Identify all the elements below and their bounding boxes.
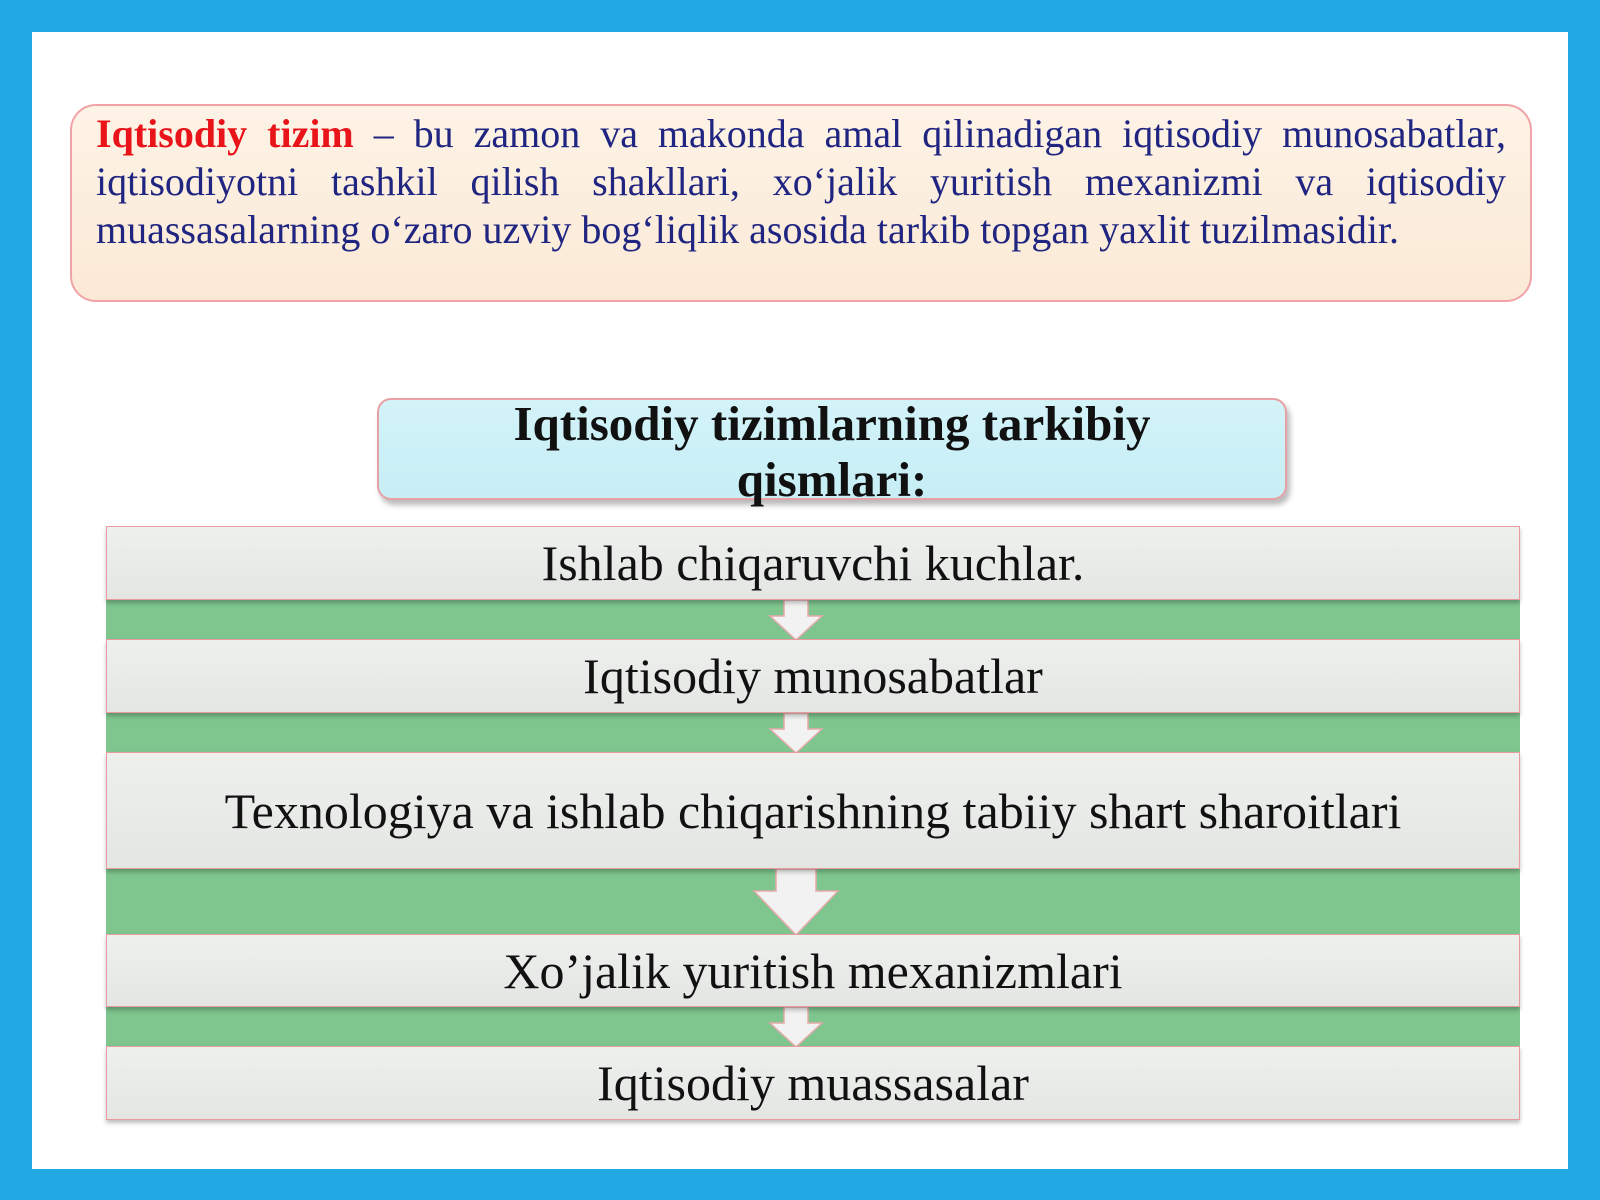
slide [32,32,1568,1169]
component-box-4 [106,934,1520,1007]
component-label: Iqtisodiy munosabatlar [583,648,1043,704]
component-box-1 [106,526,1520,600]
component-label: Iqtisodiy muassasalar [597,1055,1029,1111]
down-arrow-icon [767,600,825,642]
diagram-heading-line-1: Iqtisodiy tizimlarning tarkibiy [513,396,1151,451]
down-arrow-icon [750,869,842,937]
component-box-3 [106,752,1520,869]
component-label: Xo’jalik yuritish mexanizmlari [503,942,1123,999]
component-box-2 [106,639,1520,713]
definition-term: Iqtisodiy tizim [96,111,354,156]
diagram-heading-line-2: qismlari: [736,452,928,507]
component-flow [32,32,1568,1169]
component-label: Texnologiya va ishlab chiqarishning tabiiy shart sharoitlari [224,782,1402,839]
down-arrow-icon [767,1007,825,1049]
component-box-5 [106,1046,1520,1120]
definition-body: – bu zamon va makonda amal qilinadigan iqtisodiy munosabatlar, iqtisodiyotni tashkil qilish shakllari, xo‘jalik yuritish mexanizmi va iqtisodiy muassasalarning o‘zaro uzviy bog‘liqlik asosida tarkib topgan yaxlit tuzilmasidir. [96,111,1506,252]
component-label: Ishlab chiqaruvchi kuchlar. [541,535,1085,591]
down-arrow-icon [767,713,825,755]
